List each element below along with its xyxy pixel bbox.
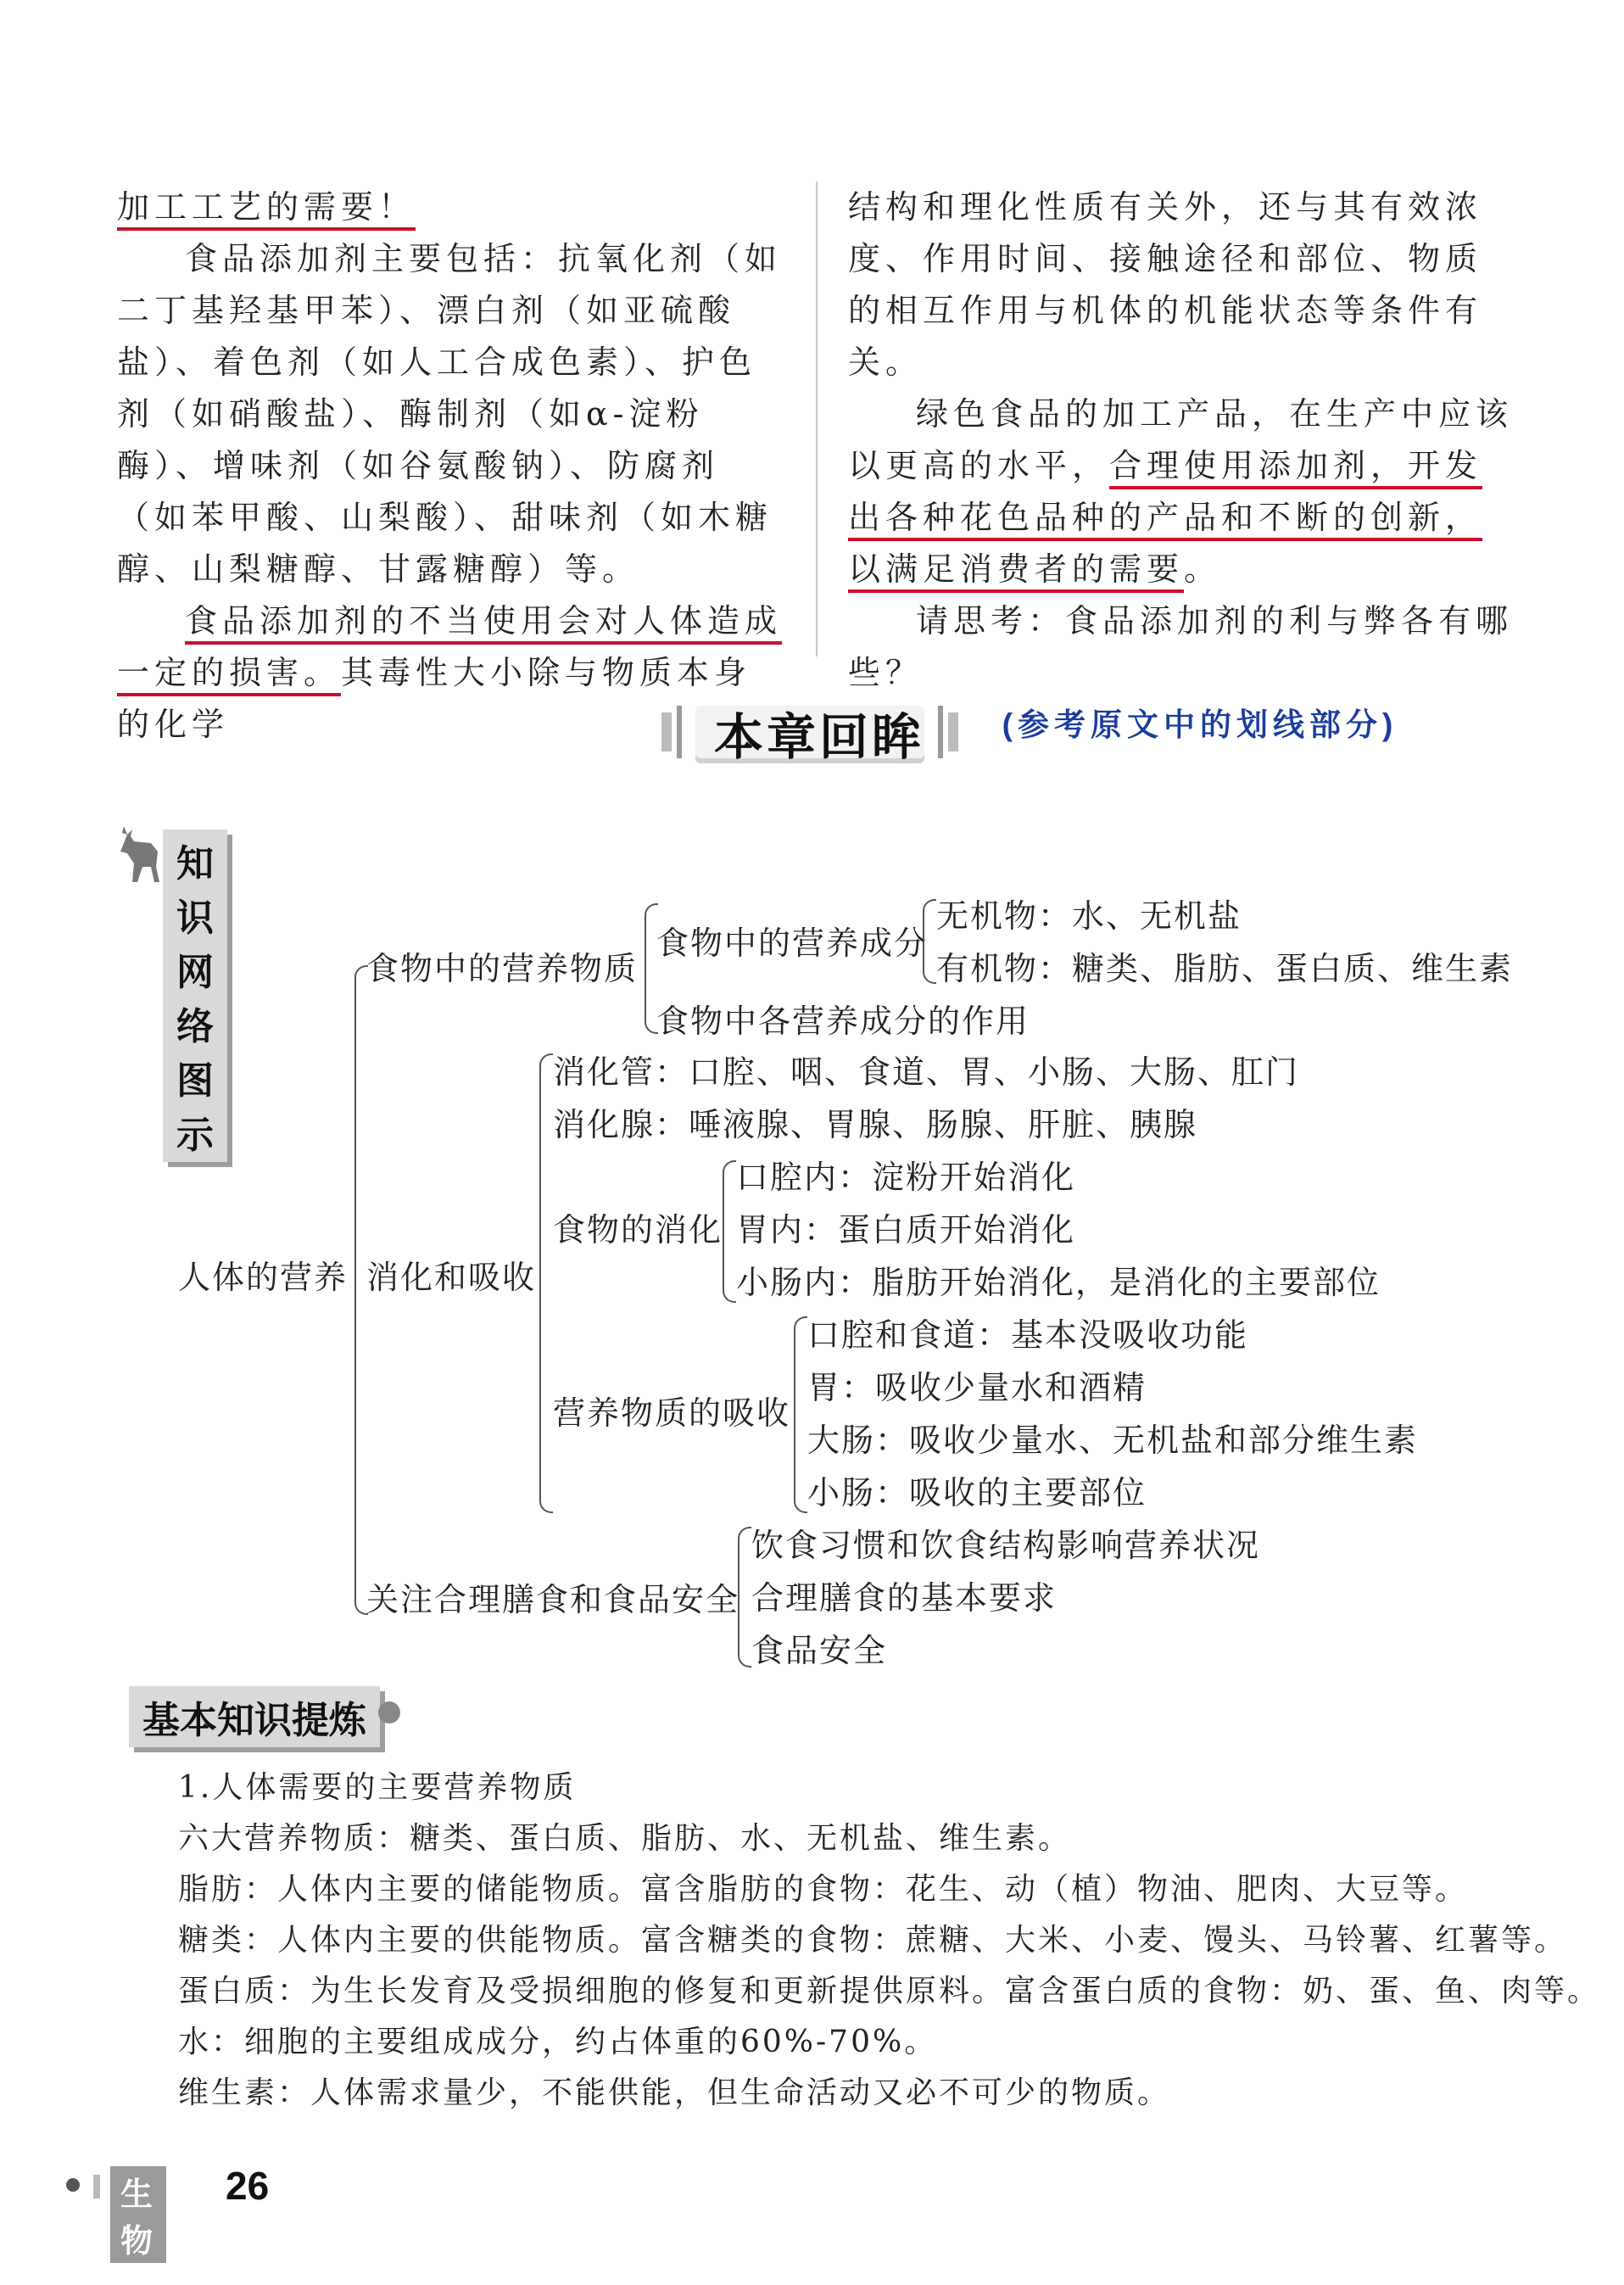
tree-b2: 消化和吸收	[366, 1259, 537, 1296]
deer-icon	[109, 823, 165, 889]
left-line1: 加工工艺的需要！	[117, 182, 787, 233]
summary-line: 水：细胞的主要组成成分，约占体重的60%-70%。	[178, 2025, 938, 2059]
tree-b2-1: 消化管：口腔、咽、食道、胃、小肠、大肠、肛门	[553, 1053, 1300, 1091]
section2-title: 基本知识提炼	[129, 1686, 380, 1747]
page-number: 26	[226, 2164, 270, 2208]
answer-line: (参考原文中的划线部分)	[1002, 707, 1398, 742]
banner-left-bars	[661, 712, 672, 751]
column-divider	[816, 182, 818, 656]
right-paragraph-toxicity: 结构和理化性质有关外，还与其有效浓度、作用时间、接触途径和部位、物质的相互作用与机体的机能状态等条件有关。	[848, 188, 1483, 381]
tree-b2-2: 消化腺：唾液腺、胃腺、肠腺、肝脏、胰腺	[553, 1106, 1198, 1143]
tree-b1-1-2: 有机物：糖类、脂肪、蛋白质、维生素	[936, 950, 1514, 987]
summary-line: 蛋白质：为生长发育及受损细胞的修复和更新提供原料。富含蛋白质的食物：奶、蛋、鱼、肉等。	[178, 1974, 1601, 2008]
chapter-banner	[661, 685, 958, 770]
left-paragraph-harm: 食品添加剂的不当使用会对人体造成一定的损害。其毒性大小除与物质本身的化学	[117, 602, 783, 743]
left-column	[117, 182, 787, 751]
summary-line: 糖类：人体内主要的供能物质。富含糖类的食物：蔗糖、大米、小麦、馒头、马铃薯、红薯等。	[178, 1923, 1568, 1958]
subject-label: 生物	[110, 2166, 166, 2263]
brace-b2-4	[794, 1316, 807, 1513]
brace-b3	[738, 1527, 751, 1668]
brace-b2-3	[723, 1160, 736, 1303]
summary-line: 维生素：人体需求量少，不能供能，但生命活动又必不可少的物质。	[178, 2075, 1171, 2110]
tree-b2-3: 食物的消化	[553, 1211, 723, 1249]
chapter-banner-title: 本章回眸	[714, 710, 925, 765]
question: 请思考：食品添加剂的利与弊各有哪些？	[848, 602, 1514, 691]
tree-b2-4-1: 口腔和食道：基本没吸收功能	[807, 1316, 1249, 1354]
right-column	[848, 182, 1518, 751]
tree-b3: 关注合理膳食和食品安全	[366, 1581, 740, 1618]
tree-b1: 食物中的营养物质	[366, 950, 639, 987]
brace-b1-1	[923, 899, 936, 984]
tree-b2-3-3: 小肠内：脂肪开始消化，是消化的主要部位	[736, 1264, 1381, 1301]
summary-line: 脂肪：人体内主要的储能物质。富含脂肪的食物：花生、动（植）物油、肥肉、大豆等。	[178, 1872, 1469, 1907]
section-basic-knowledge	[129, 1686, 380, 1747]
right-paragraph-green-food: 绿色食品的加工产品，在生产中应该以更高的水平，合理使用添加剂，开发出各种花色品种的产品和不断的创新，以满足消费者的需要。	[848, 388, 1518, 595]
tree-b2-4-2: 胃：吸收少量水和酒精	[807, 1369, 1147, 1406]
tree-b1-1-1: 无机物：水、无机盐	[936, 897, 1242, 935]
tree-b2-4-3: 大肠：吸收少量水、无机盐和部分维生素	[807, 1422, 1419, 1459]
section2-dot	[378, 1701, 400, 1724]
tree-b2-4: 营养物质的吸收	[553, 1394, 791, 1432]
bullet-dot	[66, 2178, 80, 2192]
summary-heading: 1.人体需要的主要营养物质	[178, 1770, 577, 1805]
summary-block	[178, 1763, 1601, 2119]
harm-underlined: 食品添加剂的不当使用会对人体造成一定的损害。	[117, 602, 782, 696]
green-food-underlined: 合理使用添加剂，开发出各种花色品种的产品和不断的创新，以满足消费者的需要	[848, 447, 1482, 593]
tree-b2-4-4: 小肠：吸收的主要部位	[807, 1474, 1147, 1511]
summary-line: 六大营养物质：糖类、蛋白质、脂肪、水、无机盐、维生素。	[178, 1821, 1072, 1856]
tree-b3-3: 食品安全	[751, 1632, 888, 1669]
tree-b3-1: 饮食习惯和饮食结构影响营养状况	[751, 1527, 1261, 1564]
tree-b3-2: 合理膳食的基本要求	[751, 1579, 1058, 1617]
section1-title: 知识网络图示	[163, 830, 227, 1162]
tree-b2-3-2: 胃内：蛋白质开始消化	[736, 1211, 1076, 1249]
tree-b1-2: 食物中各营养成分的作用	[656, 1003, 1030, 1040]
tree-root: 人体的营养	[178, 1259, 349, 1296]
tree-b1-1: 食物中的营养成分	[656, 925, 929, 962]
brace-b2	[539, 1053, 553, 1513]
left-paragraph-additives: 食品添加剂主要包括：抗氧化剂（如二丁基羟基甲苯）、漂白剂（如亚硫酸盐）、着色剂（如人工合成色素）、护色剂（如硝酸盐）、酶制剂（如α-淀粉酶）、增味剂（如谷氨酸钠）、防腐剂（如苯甲酸、山梨酸）、甜味剂（如木糖醇、山梨糖醇、甘露糖醇）等。	[117, 240, 783, 588]
tree-b2-3-1: 口腔内：淀粉开始消化	[736, 1159, 1076, 1196]
